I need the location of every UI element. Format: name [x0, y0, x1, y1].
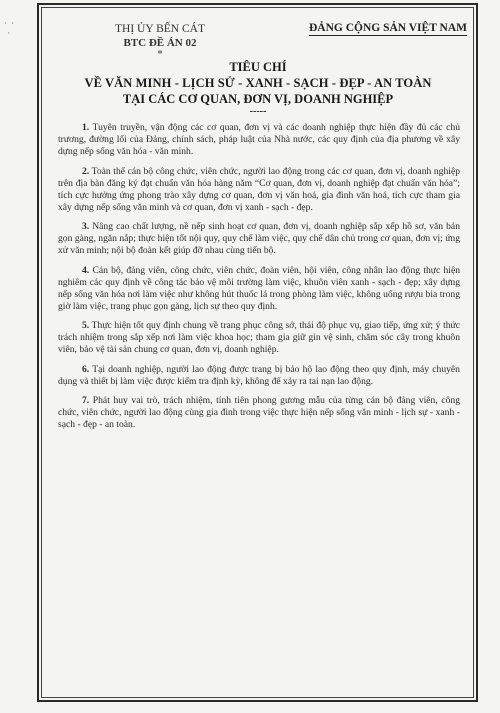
title-separator: -----	[249, 106, 267, 117]
criterion-text: Tại doanh nghiệp, người lao động được trang bị bảo hộ lao động theo quy định, máy chuyên dụng và thiết bị làm việc được kiểm tra định kỳ, không để xảy ra tai nạn lao động.	[58, 363, 460, 387]
document-title	[48, 60, 468, 117]
criterion-number: 4.	[82, 264, 90, 276]
title-line-2: VỀ VĂN MINH - LỊCH SỬ - XANH - SẠCH - ĐẸP - AN TOÀN	[84, 76, 432, 90]
criterion-item	[58, 364, 460, 388]
criteria-list	[58, 122, 460, 439]
criterion-text: Tuyên truyền, vận động các cơ quan, đơn vị và các doanh nghiệp thực hiện đầy đủ các chủ trương, đường lối của Đảng, chính sách, pháp luật của Nhà nước, các quy định của địa phương về xây dựng nếp sống văn hóa - văn minh.	[58, 122, 460, 157]
party-block	[300, 22, 476, 36]
issuer-org: THỊ ỦY BẾN CÁT	[115, 23, 205, 35]
party-name: ĐẢNG CỘNG SẢN VIỆT NAM	[308, 22, 468, 34]
criterion-number: 6.	[82, 363, 90, 375]
criterion-item	[58, 265, 460, 313]
criterion-number: 7.	[82, 395, 90, 406]
issuer-star: *	[157, 49, 163, 60]
criterion-item	[58, 395, 460, 431]
criterion-item	[58, 122, 460, 158]
title-line-3: TẠI CÁC CƠ QUAN, ĐƠN VỊ, DOANH NGHIỆP	[122, 92, 394, 106]
criterion-number: 2.	[82, 165, 90, 177]
criterion-text: Nâng cao chất lượng, nề nếp sinh hoạt cơ quan, đơn vị, doanh nghiệp sắp xếp hồ sơ, văn bản gọn gàng, ngăn nắp; thực hiện tốt nội quy, quy chế làm việc, quy chế dân chủ trong cơ quan, đơn vị; ứng xử văn minh; nội bộ đoàn kết giúp đỡ nhau cùng tiến bộ.	[58, 221, 460, 256]
criterion-number: 1.	[82, 122, 90, 133]
criterion-text: Thực hiện tốt quy định chung về trang phục công sở, thái độ phục vụ, giao tiếp, ứng xử; ý thức trách nhiệm trong sắp xếp nơi làm việc khoa học; tham gia giữ gìn vệ sinh, chăm sóc cây trong khuôn viên, bảo vệ tài sản chung cơ quan, đơn vị, doanh nghiệp.	[58, 320, 460, 355]
criterion-number: 5.	[82, 320, 90, 331]
criterion-item	[58, 166, 460, 214]
criterion-item	[58, 320, 460, 356]
scan-corner-marks: · · ·	[4, 18, 16, 38]
criterion-number: 3.	[82, 221, 90, 232]
issuer-committee: BTC ĐỀ ÁN 02	[123, 37, 197, 49]
title-line-1: TIÊU CHÍ	[229, 60, 287, 74]
issuer-block	[100, 22, 220, 59]
criterion-text: Cán bộ, đảng viên, công chức, viên chức, đoàn viên, hội viên, công nhân lao động thực hiện nghiêm các quy định về công tác bảo vệ môi trường làm việc, khuôn viên xanh - sạch - đẹp; xây dựng nếp sống văn hóa nơi làm việc như không hút thuốc lá trong phòng làm việc, không uống rượu bia trong giờ làm việc, trang phục gọn gàng, lịch sự theo quy định.	[58, 264, 460, 312]
criterion-item	[58, 221, 460, 257]
criterion-text: Toàn thể cán bộ công chức, viên chức, người lao động trong các cơ quan, đơn vị, doanh nghiệp trên địa bàn đăng ký đạt chuẩn văn hóa hàng năm “Cơ quan, đơn vị, doanh nghiệp đạt chuẩn văn hóa”; tích cực hưởng ứng phong trào xây dựng cơ quan, đơn vị văn hoá, gia đình văn hoá, tích cực tham gia xây dựng nếp sống văn minh và cơ quan, đơn vị xanh - sạch - đẹp.	[58, 165, 460, 213]
criterion-text: Phát huy vai trò, trách nhiệm, tính tiên phong gương mẫu của từng cán bộ đảng viên, công chức, viên chức, người lao động cùng gia đình trong việc thực hiện nếp sống văn minh - lịch sự - xanh - sạch - đẹp - an toàn.	[58, 395, 460, 430]
